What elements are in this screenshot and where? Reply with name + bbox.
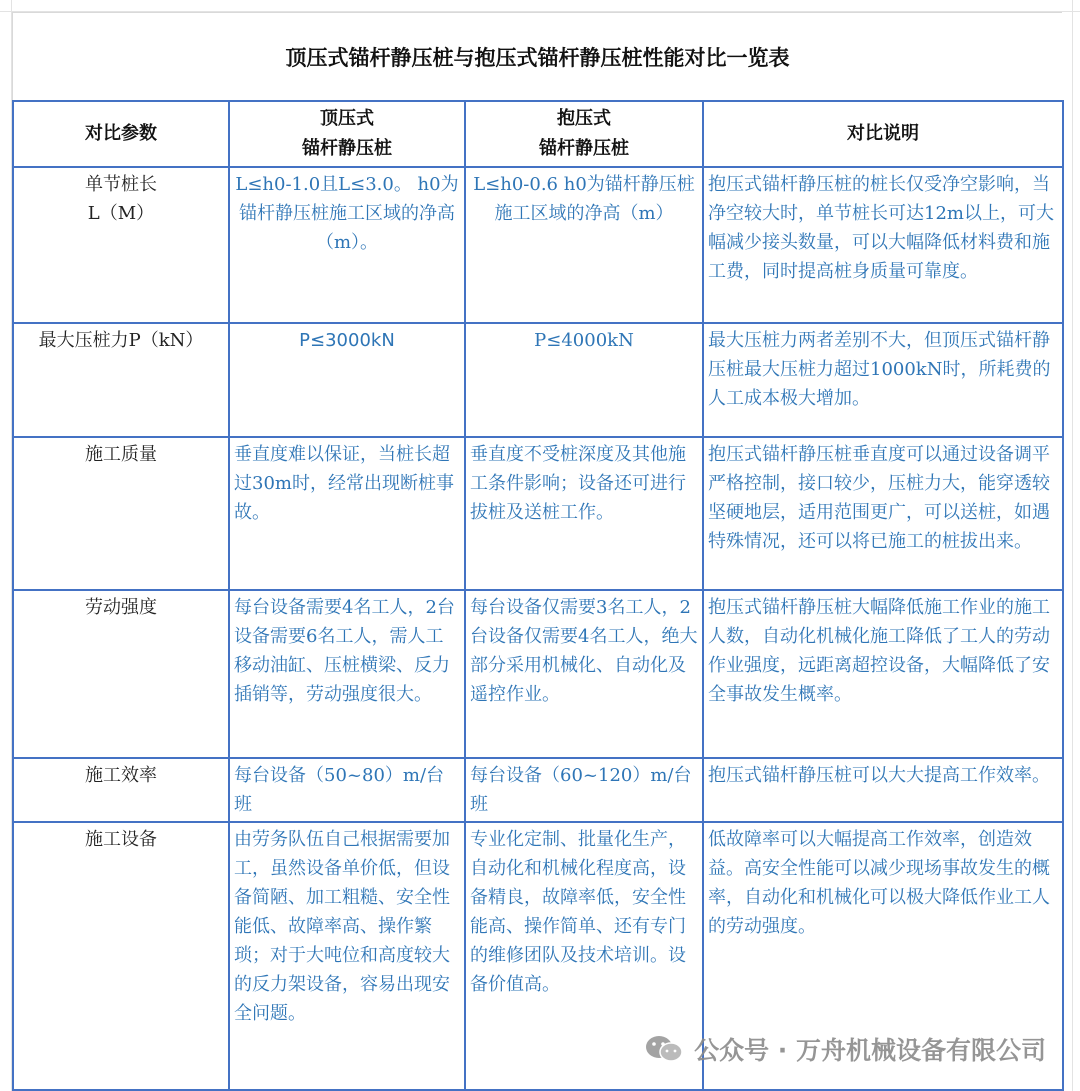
grid-line bbox=[1072, 0, 1073, 1091]
row-param: 最大压桩力P（kN） bbox=[13, 323, 229, 437]
row-top-value: 每台设备需要4名工人，2台设备需要6名工人，需人工移动油缸、压桩横梁、反力插销等，劳动强度很大。 bbox=[229, 590, 465, 758]
watermark-text: 公众号 · 万舟机械设备有限公司 bbox=[694, 1036, 1046, 1065]
row-top-value: P≤3000kN bbox=[229, 323, 465, 437]
row-top-value: L≤h0-1.0且L≤3.0。 h0为锚杆静压桩施工区域的净高（m）。 bbox=[229, 167, 465, 323]
row-note: 低故障率可以大幅提高工作效率，创造效益。高安全性能可以减少现场事故发生的概率，自动化和机械化可以极大降低作业工人的劳动强度。 bbox=[703, 822, 1063, 1090]
table-row bbox=[13, 437, 1063, 590]
row-top-value: 每台设备（50~80）m/台班 bbox=[229, 758, 465, 822]
header-hold-press: 抱压式 锚杆静压桩 bbox=[465, 101, 703, 167]
comparison-table bbox=[12, 100, 1064, 1091]
row-param: 施工设备 bbox=[13, 822, 229, 1090]
header-param: 对比参数 bbox=[13, 101, 229, 167]
row-hold-value: 垂直度不受桩深度及其他施工条件影响；设备还可进行拔桩及送桩工作。 bbox=[465, 437, 703, 590]
row-note: 抱压式锚杆静压桩的桩长仅受净空影响，当净空较大时，单节桩长可达12m以上，可大幅减少接头数量，可以大幅降低材料费和施工费，同时提高桩身质量可靠度。 bbox=[703, 167, 1063, 323]
row-note: 抱压式锚杆静压桩可以大大提高工作效率。 bbox=[703, 758, 1063, 822]
table-row bbox=[13, 167, 1063, 323]
row-param: 施工效率 bbox=[13, 758, 229, 822]
row-hold-value: 专业化定制、批量化生产，自动化和机械化程度高，设备精良，故障率低，安全性能高、操作简单、还有专门的维修团队及技术培训。设备价值高。 bbox=[465, 822, 703, 1090]
row-note: 抱压式锚杆静压桩大幅降低施工作业的施工人数，自动化机械化施工降低了工人的劳动作业强度，远距离超控设备，大幅降低了安全事故发生概率。 bbox=[703, 590, 1063, 758]
row-param: 单节桩长 L（M） bbox=[13, 167, 229, 323]
row-hold-value: 每台设备仅需要3名工人，2台设备仅需要4名工人，绝大部分采用机械化、自动化及遥控作业。 bbox=[465, 590, 703, 758]
row-top-value: 由劳务队伍自己根据需要加工，虽然设备单价低，但设备简陋、加工粗糙、安全性能低、故障率高、操作繁琐；对于大吨位和高度较大的反力架设备，容易出现安全问题。 bbox=[229, 822, 465, 1090]
row-hold-value: P≤4000kN bbox=[465, 323, 703, 437]
header-note: 对比说明 bbox=[703, 101, 1063, 167]
header-top-press: 顶压式 锚杆静压桩 bbox=[229, 101, 465, 167]
watermark bbox=[644, 1031, 1046, 1067]
header-row bbox=[13, 101, 1063, 167]
table-row bbox=[13, 590, 1063, 758]
row-hold-value: L≤h0-0.6 h0为锚杆静压桩施工区域的净高（m） bbox=[465, 167, 703, 323]
row-param: 劳动强度 bbox=[13, 590, 229, 758]
table-row bbox=[13, 323, 1063, 437]
wechat-icon bbox=[644, 1034, 684, 1064]
table-row bbox=[13, 758, 1063, 822]
row-top-value: 垂直度难以保证，当桩长超过30m时，经常出现断桩事故。 bbox=[229, 437, 465, 590]
row-note: 最大压桩力两者差别不大，但顶压式锚杆静压桩最大压桩力超过1000kN时，所耗费的人工成本极大增加。 bbox=[703, 323, 1063, 437]
row-param: 施工质量 bbox=[13, 437, 229, 590]
comparison-sheet bbox=[12, 12, 1062, 1081]
table-title: 顶压式锚杆静压桩与抱压式锚杆静压桩性能对比一览表 bbox=[12, 12, 1062, 100]
row-note: 抱压式锚杆静压桩垂直度可以通过设备调平严格控制，接口较少，压桩力大，能穿透较坚硬地层，适用范围更广，可以送桩，如遇特殊情况，还可以将已施工的桩拔出来。 bbox=[703, 437, 1063, 590]
row-hold-value: 每台设备（60~120）m/台班 bbox=[465, 758, 703, 822]
